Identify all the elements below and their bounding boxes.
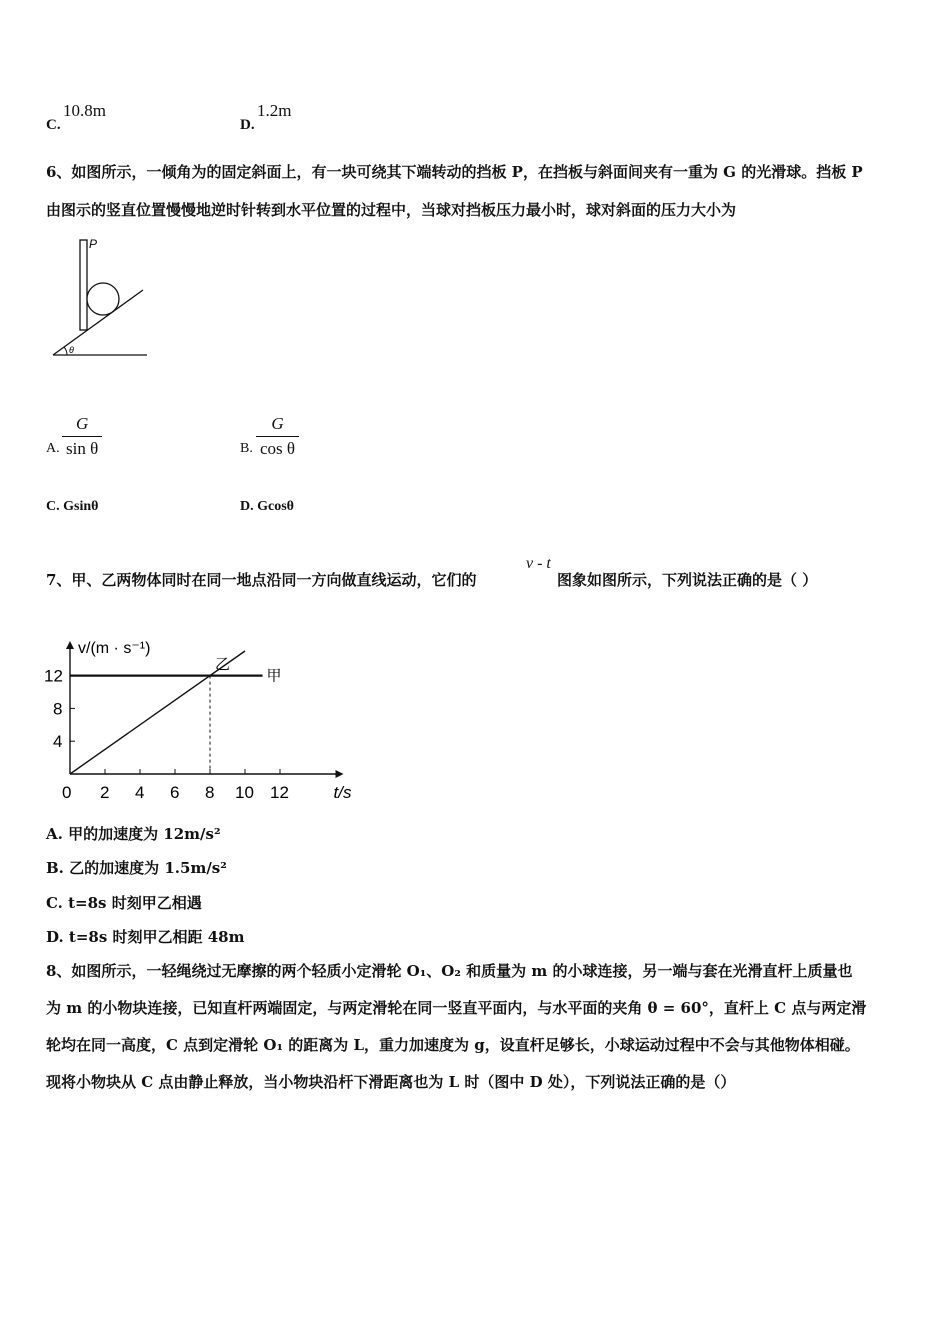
- series-jia-label: 甲: [266, 667, 282, 685]
- q7-option-d: D. t=8s 时刻甲乙相距 48m: [46, 928, 245, 946]
- y-axis-arrow: [66, 641, 74, 649]
- label-p: P: [89, 237, 98, 251]
- x-axis-arrow: [336, 770, 344, 778]
- q8-stem-line1: 8、如图所示，一轻绳绕过无摩擦的两个轻质小定滑轮 O₁、O₂ 和质量为 m 的小球连接，另一端与套在光滑直杆上质量也: [46, 962, 853, 980]
- x-tick-label: 4: [135, 783, 145, 802]
- label-theta: θ: [69, 345, 74, 355]
- option-d-label: D.: [240, 117, 255, 133]
- fraction-denominator: sin θ: [62, 436, 102, 459]
- q6-stem-line1: 6、如图所示，一倾角为的固定斜面上，有一块可绕其下端转动的挡板 P，在挡板与斜面间夹有一重为 G 的光滑球。挡板 P: [46, 163, 863, 181]
- q7-option-b: B. 乙的加速度为 1.5m/s²: [46, 859, 227, 877]
- q6-option-b-fraction: [256, 414, 299, 459]
- q7-option-c: C. t=8s 时刻甲乙相遇: [46, 894, 202, 912]
- option-c-value: 10.8m: [63, 101, 106, 120]
- q7-stem-after: 图象如图所示，下列说法正确的是（ ）: [557, 571, 818, 589]
- y-tick-label: 8: [53, 699, 63, 719]
- q8-stem-line3: 轮均在同一高度，C 点到定滑轮 O₁ 的距离为 L，重力加速度为 g，设直杆足够长，小球运动过程中不会与其他物体相碰。: [46, 1036, 860, 1054]
- q6-option-a-label: A.: [46, 441, 60, 456]
- q6-option-c: C. Gsinθ: [46, 499, 99, 514]
- x-axis-label: t/s: [333, 783, 352, 802]
- fraction-numerator: G: [271, 414, 284, 433]
- option-d-value: 1.2m: [257, 101, 292, 120]
- x-tick-label: 12: [270, 783, 289, 802]
- option-c-label: C.: [46, 117, 61, 133]
- q7-stem-before: 7、甲、乙两物体同时在同一地点沿同一方向做直线运动，它们的: [46, 571, 477, 589]
- q7-option-a: A. 甲的加速度为 12m/s²: [46, 825, 221, 843]
- x-tick-label: 0: [62, 783, 72, 802]
- fraction-denominator: cos θ: [256, 436, 299, 459]
- x-tick-label: 2: [100, 783, 110, 802]
- q6-option-b-label: B.: [240, 441, 253, 456]
- series-yi-label: 乙: [215, 656, 231, 673]
- y-tick-label: 4: [53, 732, 63, 752]
- q8-stem-line2: 为 m 的小物块连接，已知直杆两端固定，与两定滑轮在同一竖直平面内，与水平面的夹角 θ = 60°，直杆上 C 点与两定滑: [46, 999, 867, 1017]
- fraction-numerator: G: [75, 414, 89, 433]
- q6-option-d: D. Gcosθ: [240, 499, 294, 514]
- x-tick-label: 10: [235, 783, 254, 802]
- q6-stem-line2: 由图示的竖直位置慢慢地逆时针转到水平位置的过程中，当球对挡板压力最小时，球对斜面的压力大小为: [46, 201, 737, 219]
- y-tick-label: 12: [44, 666, 63, 686]
- x-tick-label: 6: [170, 783, 180, 802]
- x-tick-label: 8: [205, 783, 215, 802]
- angle-arc: [64, 347, 67, 355]
- q6-option-a-fraction: [62, 414, 102, 459]
- q7-vt-symbol: v - t: [526, 555, 551, 572]
- baffle-p: [80, 240, 87, 330]
- smooth-ball: [87, 283, 119, 315]
- incline-figure: [44, 236, 174, 362]
- y-axis-label: v/(m · s⁻¹): [78, 640, 151, 657]
- vt-chart: [40, 612, 352, 807]
- q8-stem-line4: 现将小物块从 C 点由静止释放，当小物块沿杆下滑距离也为 L 时（图中 D 处），下列说法正确的是（）: [46, 1073, 736, 1091]
